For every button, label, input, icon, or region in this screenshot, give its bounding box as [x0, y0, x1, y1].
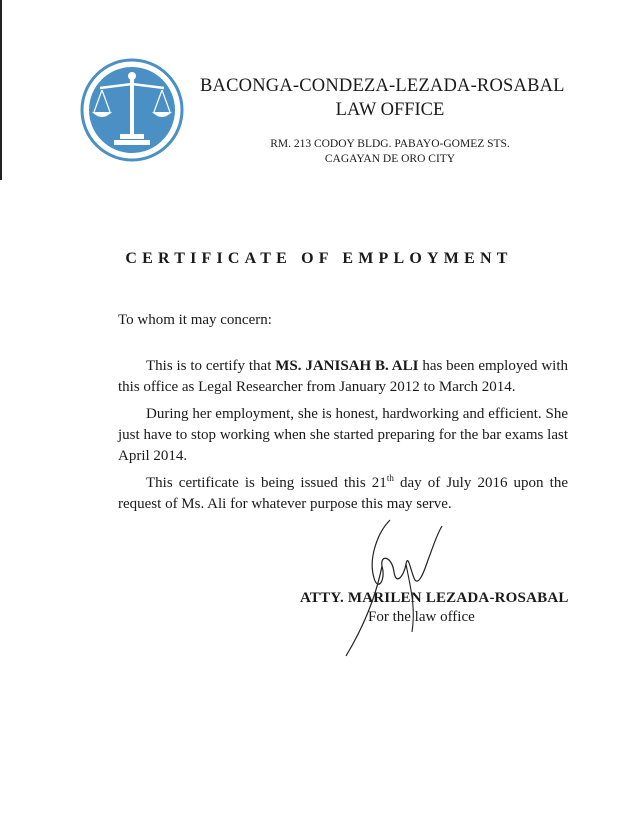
paragraph-1: [118, 356, 568, 398]
p1-text-after: has been employed with this office as Legal Researcher from January 2012 to March 2014.: [118, 358, 568, 395]
p3-text-before: This certificate is being issued this 21: [146, 475, 387, 491]
signatory-name: ATTY. MARILEN LEZADA-ROSABAL: [300, 590, 569, 606]
paragraph-2: During her employment, she is honest, hardworking and efficient. She just have to stop working when she started preparing for the bar exams last April 2014.: [118, 406, 568, 464]
date-ordinal-suffix: th: [386, 473, 394, 483]
document-title: CERTIFICATE OF EMPLOYMENT: [125, 250, 513, 267]
address-line-2: CAGAYAN DE ORO CITY: [324, 153, 456, 165]
address-line-1: RM. 213 CODOY BLDG. PABAYO-GOMEZ STS.: [270, 138, 510, 150]
p3-text-after: day of July 2016 upon the request of Ms. Ali for whatever purpose this may serve.: [118, 475, 568, 512]
salutation: To whom it may concern:: [118, 312, 272, 328]
employee-name: MS. JANISAH B. ALI: [275, 358, 419, 374]
handwritten-signature: [320, 506, 470, 666]
firm-type: LAW OFFICE: [335, 100, 445, 120]
scales-of-justice-icon: [80, 58, 184, 162]
signatory-role: For the law office: [368, 609, 475, 625]
p1-text-before: This is to certify that: [146, 358, 276, 374]
firm-name: BACONGA-CONDEZA-LEZADA-ROSABAL: [200, 76, 565, 96]
page-edge: [0, 0, 2, 180]
